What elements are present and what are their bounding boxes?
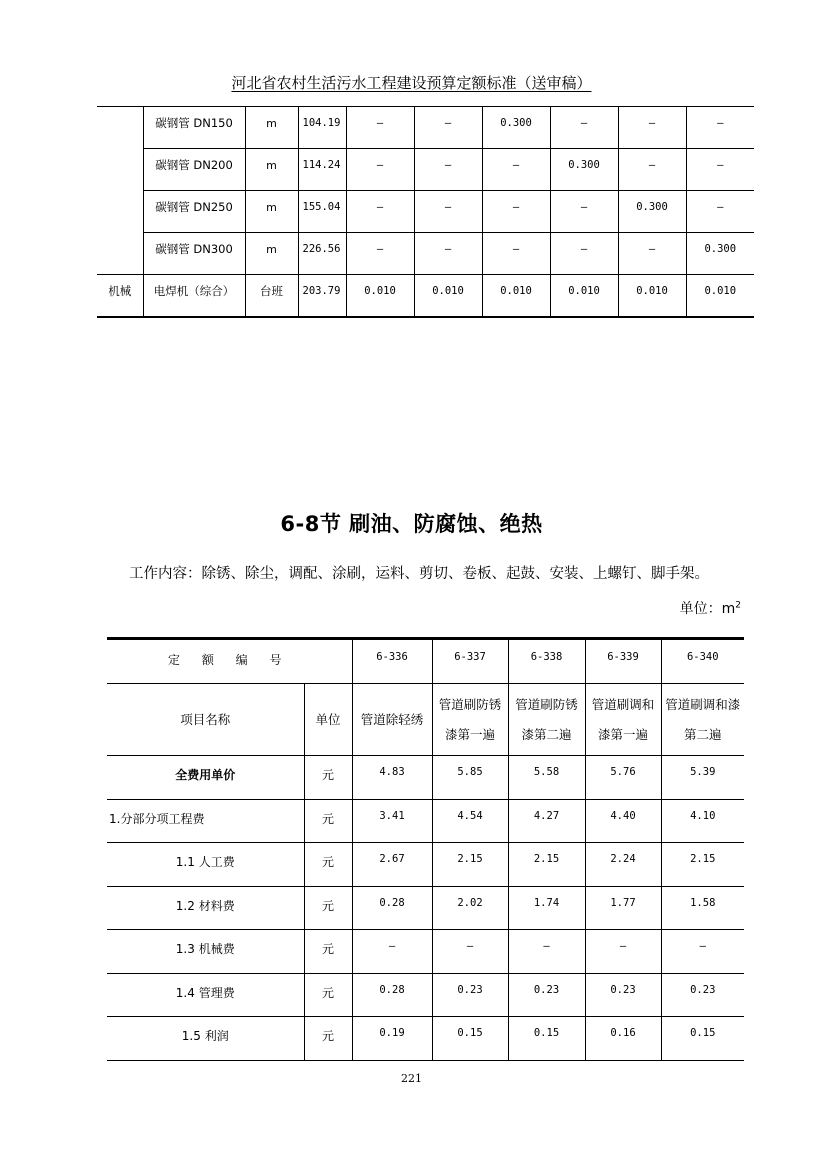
value-cell: – — [346, 191, 414, 233]
table-row — [107, 756, 744, 800]
value-cell: 1.77 — [585, 886, 661, 930]
section-title: 6-8节 刷油、防腐蚀、绝热 — [280, 512, 543, 536]
row-label: 1.2 材料费 — [107, 886, 304, 930]
category-cell: 机械 — [97, 275, 143, 317]
price-cell: 114.24 — [298, 149, 346, 191]
value-cell: 0.010 — [346, 275, 414, 317]
code-cell: 6-337 — [432, 639, 508, 684]
item-name-line1: 管道刷防锈 — [438, 696, 502, 712]
material-name: 碳钢管 DN300 — [143, 233, 245, 275]
value-cell: – — [414, 149, 482, 191]
item-name-line2: 漆第二遍 — [521, 726, 572, 742]
category-cell — [97, 233, 143, 275]
value-cell: 0.300 — [482, 107, 550, 149]
code-label-cell — [107, 639, 352, 684]
price-cell: 203.79 — [298, 275, 346, 317]
unit-cell: m — [245, 107, 298, 149]
row-label: 全费用单价 — [107, 756, 304, 800]
material-name: 碳钢管 DN150 — [143, 107, 245, 149]
code-cell: 6-340 — [661, 639, 744, 684]
page-number: 221 — [401, 1072, 422, 1085]
value-cell: 4.10 — [661, 799, 744, 843]
table-row — [97, 191, 754, 233]
value-cell: 2.67 — [352, 843, 432, 887]
item-name-label: 项目名称 — [107, 684, 304, 756]
value-cell: 0.23 — [432, 973, 508, 1017]
row-label: 1.分部分项工程费 — [107, 799, 304, 843]
value-cell: – — [414, 107, 482, 149]
unit-superscript: 2 — [735, 600, 741, 611]
value-cell: – — [550, 233, 618, 275]
value-cell: 0.010 — [550, 275, 618, 317]
material-name: 电焊机（综合） — [143, 275, 245, 317]
item-name-line1: 管道刷调和漆 — [665, 696, 741, 712]
code-cell: 6-338 — [508, 639, 585, 684]
code-cell: 6-339 — [585, 639, 661, 684]
code-row — [107, 639, 744, 684]
item-name-line2: 漆第一遍 — [598, 726, 649, 742]
unit-note — [680, 598, 741, 618]
item-name-line1: 管道刷调和 — [591, 696, 655, 712]
value-cell: 5.39 — [661, 756, 744, 800]
value-cell: 5.76 — [585, 756, 661, 800]
value-cell: – — [618, 107, 686, 149]
table-row — [107, 799, 744, 843]
value-cell: 5.85 — [432, 756, 508, 800]
code-cell: 6-336 — [352, 639, 432, 684]
value-cell: – — [508, 930, 585, 974]
table-row — [97, 107, 754, 149]
item-name-cell — [352, 684, 432, 756]
unit-note-text: 单位：m — [679, 601, 736, 617]
value-cell: – — [414, 191, 482, 233]
unit-cell: m — [245, 191, 298, 233]
value-cell: 0.19 — [352, 1017, 432, 1061]
value-cell: 0.23 — [585, 973, 661, 1017]
price-cell: 104.19 — [298, 107, 346, 149]
value-cell: 0.15 — [508, 1017, 585, 1061]
materials-table — [97, 106, 754, 318]
value-cell: 4.54 — [432, 799, 508, 843]
value-cell: – — [686, 149, 754, 191]
material-name: 碳钢管 DN250 — [143, 191, 245, 233]
value-cell: 0.010 — [686, 275, 754, 317]
category-cell — [97, 149, 143, 191]
value-cell: – — [618, 149, 686, 191]
value-cell: – — [618, 233, 686, 275]
running-header — [0, 72, 823, 93]
item-name-line1: 管道刷防锈 — [515, 696, 578, 712]
value-cell: 2.24 — [585, 843, 661, 887]
value-cell: – — [482, 191, 550, 233]
table-row — [97, 233, 754, 275]
value-cell: 2.15 — [508, 843, 585, 887]
value-cell: 1.58 — [661, 886, 744, 930]
value-cell: 0.16 — [585, 1017, 661, 1061]
item-name-line1: 管道除轻绣 — [360, 711, 424, 727]
table-row — [97, 149, 754, 191]
value-cell: – — [414, 233, 482, 275]
row-label: 1.3 机械费 — [107, 930, 304, 974]
value-cell: – — [482, 149, 550, 191]
value-cell: 0.23 — [508, 973, 585, 1017]
price-cell: 155.04 — [298, 191, 346, 233]
unit-cell: m — [245, 233, 298, 275]
item-name-line2: 第二遍 — [684, 726, 722, 742]
value-cell: 2.15 — [661, 843, 744, 887]
row-label: 1.1 人工费 — [107, 843, 304, 887]
item-name-cell — [661, 684, 744, 756]
value-cell: – — [346, 233, 414, 275]
value-cell: 5.58 — [508, 756, 585, 800]
material-name: 碳钢管 DN200 — [143, 149, 245, 191]
value-cell: – — [346, 149, 414, 191]
value-cell: 0.15 — [661, 1017, 744, 1061]
unit-cell: 元 — [304, 930, 352, 974]
value-cell: 0.15 — [432, 1017, 508, 1061]
value-cell: 0.300 — [618, 191, 686, 233]
value-cell: – — [352, 930, 432, 974]
unit-cell: m — [245, 149, 298, 191]
table-row — [107, 886, 744, 930]
value-cell: 0.300 — [550, 149, 618, 191]
value-cell: 2.02 — [432, 886, 508, 930]
value-cell: – — [550, 107, 618, 149]
table-row — [107, 1017, 744, 1061]
value-cell: – — [346, 107, 414, 149]
value-cell: – — [585, 930, 661, 974]
value-cell: 4.40 — [585, 799, 661, 843]
value-cell: 1.74 — [508, 886, 585, 930]
item-name-cell — [508, 684, 585, 756]
value-cell: 0.23 — [661, 973, 744, 1017]
value-cell: – — [661, 930, 744, 974]
price-cell: 226.56 — [298, 233, 346, 275]
unit-cell: 元 — [304, 973, 352, 1017]
code-label: 定 额 编 号 — [168, 653, 291, 667]
unit-cell: 元 — [304, 799, 352, 843]
quota-table — [107, 637, 744, 1061]
value-cell: 0.28 — [352, 886, 432, 930]
item-name-line2: 漆第一遍 — [445, 726, 496, 742]
value-cell: 2.15 — [432, 843, 508, 887]
unit-cell: 元 — [304, 756, 352, 800]
value-cell: – — [482, 233, 550, 275]
value-cell: 4.83 — [352, 756, 432, 800]
category-cell — [97, 191, 143, 233]
value-cell: 3.41 — [352, 799, 432, 843]
value-cell: – — [686, 191, 754, 233]
value-cell: 0.010 — [482, 275, 550, 317]
value-cell: 0.010 — [618, 275, 686, 317]
value-cell: 0.28 — [352, 973, 432, 1017]
value-cell: 4.27 — [508, 799, 585, 843]
unit-cell: 元 — [304, 886, 352, 930]
value-cell: 0.300 — [686, 233, 754, 275]
unit-label: 单位 — [304, 684, 352, 756]
row-label: 1.4 管理费 — [107, 973, 304, 1017]
item-name-row — [107, 684, 744, 756]
work-content: 工作内容：除锈、除尘，调配、涂刷，运料、剪切、卷板、起鼓、安装、上螺钉、脚手架。 — [129, 566, 709, 582]
table-row — [107, 930, 744, 974]
value-cell: – — [550, 191, 618, 233]
value-cell: – — [686, 107, 754, 149]
unit-cell: 元 — [304, 843, 352, 887]
value-cell: 0.010 — [414, 275, 482, 317]
category-cell — [97, 107, 143, 149]
document-title: 河北省农村生活污水工程建设预算定额标准（送审稿） — [231, 74, 592, 92]
item-name-cell — [585, 684, 661, 756]
item-name-cell — [432, 684, 508, 756]
table-row — [107, 973, 744, 1017]
unit-cell: 元 — [304, 1017, 352, 1061]
unit-cell: 台班 — [245, 275, 298, 317]
value-cell: – — [432, 930, 508, 974]
table-row — [107, 843, 744, 887]
row-label: 1.5 利润 — [107, 1017, 304, 1061]
table-row — [97, 275, 754, 317]
